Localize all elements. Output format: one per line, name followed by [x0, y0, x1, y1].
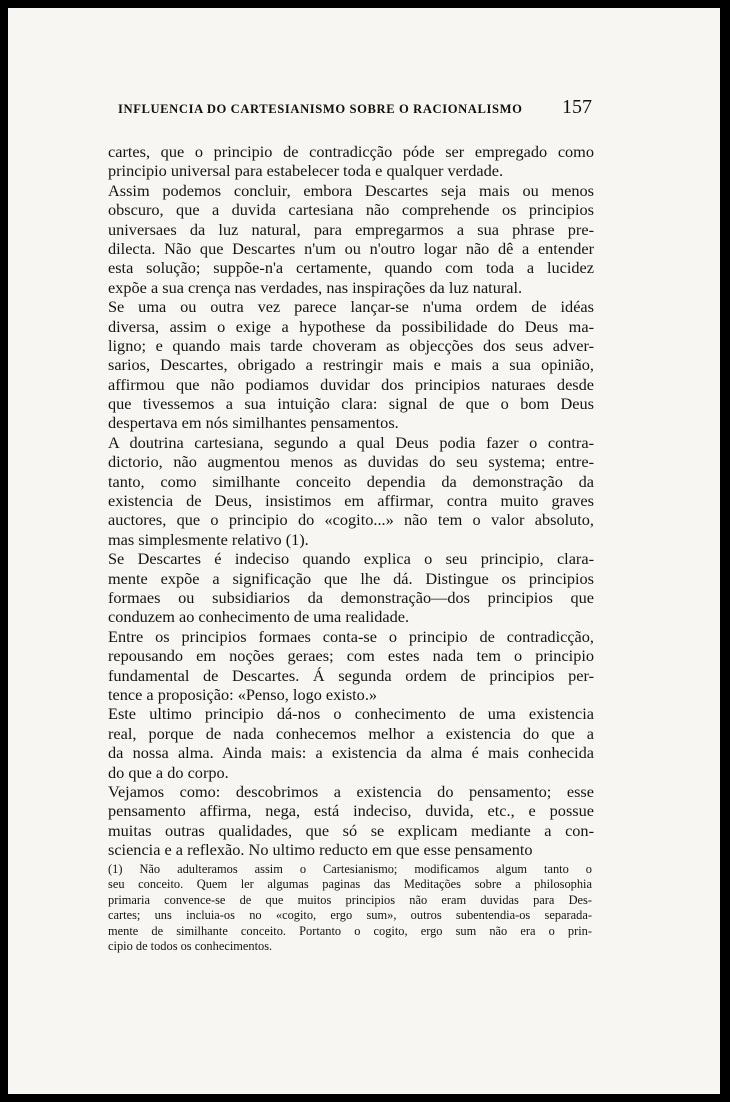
text-line: pensamento affirma, nega, está indeciso, duvida, etc., e possue: [108, 801, 594, 821]
paragraph: [108, 627, 594, 705]
text-line: despertava em nós similhantes pensamentos.: [108, 413, 399, 433]
text-line: Se uma ou outra vez parece lançar-se n'uma ordem de idéas: [108, 297, 594, 317]
text-line: universaes da luz natural, para empregarmos a sua phrase pre-: [108, 219, 594, 239]
paragraph: [108, 433, 594, 549]
text-line: dictorio, não augmentou menos as duvidas do seu systema; entre-: [108, 452, 594, 472]
text-line: expõe a sua crença nas verdades, nas inspirações da luz natural.: [108, 277, 523, 297]
text-line: Assim podemos concluir, embora Descartes seja mais ou menos: [108, 180, 594, 200]
footnote: [108, 862, 592, 954]
text-line: affirmou que não podiamos duvidar dos principios naturaes desde: [108, 374, 594, 394]
text-line: muitas outras qualidades, que só se explicam mediante a con-: [108, 820, 594, 840]
body-text: [108, 142, 594, 859]
footnote-line: cartes; uns incluia-os no «cogito, ergo sum», outros subentendia-os separada-: [108, 908, 592, 923]
text-line: mas simplesmente relativo (1).: [108, 529, 309, 549]
text-line: repousando em noções geraes; com estes nada tem o principio: [108, 646, 594, 666]
book-page: [8, 8, 720, 1094]
text-line: principio universal para estabelecer toda e qualquer verdade.: [108, 161, 504, 181]
text-line: real, porque de nada conhecemos melhor a existencia do que a: [108, 723, 594, 743]
text-line: cartes, que o principio de contradicção póde ser empregado como: [108, 142, 594, 161]
text-line: tanto, como similhante conceito dependia da demonstração da: [108, 471, 594, 491]
text-line: sciencia e a reflexão. No ultimo reducto em que esse pensamento: [108, 840, 533, 860]
text-line: conduzem ao conhecimento de uma realidade.: [108, 607, 410, 627]
text-line: esta solução; suppõe-n'a certamente, quando com toda a lucidez: [108, 258, 594, 278]
text-line: sarios, Descartes, obrigado a restringir mais e mais a sua opinião,: [108, 355, 594, 375]
paragraph: [108, 142, 594, 181]
text-line: mente expõe a significação que lhe dá. Distingue os principios: [108, 568, 594, 588]
text-line: da nossa alma. Ainda mais: a existencia da alma é mais conhecida: [108, 743, 594, 763]
footnote-line: primaria convence-se de que muitos principios não eram duvidas para Des-: [108, 892, 592, 907]
footnote-line: mente de similhante conceito. Portanto o cogito, ergo sum não era o prin-: [108, 923, 592, 938]
text-line: formaes ou subsidiarios da demonstração—dos principios que: [108, 587, 594, 607]
paragraph: [108, 181, 594, 297]
paragraph: [108, 782, 594, 860]
text-line: fundamental de Descartes. Á segunda ordem de principios per-: [108, 665, 594, 685]
text-line: Entre os principios formaes conta-se o principio de contradicção,: [108, 626, 594, 646]
text-line: diversa, assim o exige a hypothese da possibilidade do Deus ma-: [108, 316, 594, 336]
page-number: 157: [562, 96, 592, 118]
text-line: ligno; e quando mais tarde choveram as objecções dos seus adver-: [108, 335, 594, 355]
footnote-line: cipio de todos os conhecimentos.: [108, 938, 273, 953]
paragraph: [108, 297, 594, 433]
text-line: tence a proposição: «Penso, logo existo.»: [108, 684, 378, 704]
text-line: Vejamos como: descobrimos a existencia do pensamento; esse: [108, 781, 594, 801]
header-title: INFLUENCIA DO CARTESIANISMO SOBRE O RACIONALISMO: [118, 102, 523, 116]
paragraph: [108, 549, 594, 627]
text-line: que tivessemos a sua intuição clara: signal de que o bom Deus: [108, 394, 594, 414]
paragraph: [108, 704, 594, 782]
footnote-line: seu conceito. Quem ler algumas paginas das Meditações sobre a philosophia: [108, 877, 592, 892]
text-line: Se Descartes é indeciso quando explica o seu principio, clara-: [108, 549, 594, 569]
text-line: dilecta. Não que Descartes n'um ou n'outro logar não dê a entender: [108, 238, 594, 258]
text-line: Este ultimo principio dá-nos o conhecimento de uma existencia: [108, 704, 594, 724]
text-line: auctores, que o principio do «cogito...» não tem o valor absoluto,: [108, 510, 594, 530]
text-line: A doutrina cartesiana, segundo a qual Deus podia fazer o contra-: [108, 432, 594, 452]
running-header: [118, 96, 592, 119]
text-line: obscuro, que a duvida cartesiana não comprehende os principios: [108, 200, 594, 220]
footnote-line: (1) Não adulteramos assim o Cartesianismo; modificamos algum tanto o: [108, 862, 592, 876]
text-line: existencia de Deus, insistimos em affirmar, contra muito graves: [108, 491, 594, 511]
text-line: do que a do corpo.: [108, 762, 229, 782]
